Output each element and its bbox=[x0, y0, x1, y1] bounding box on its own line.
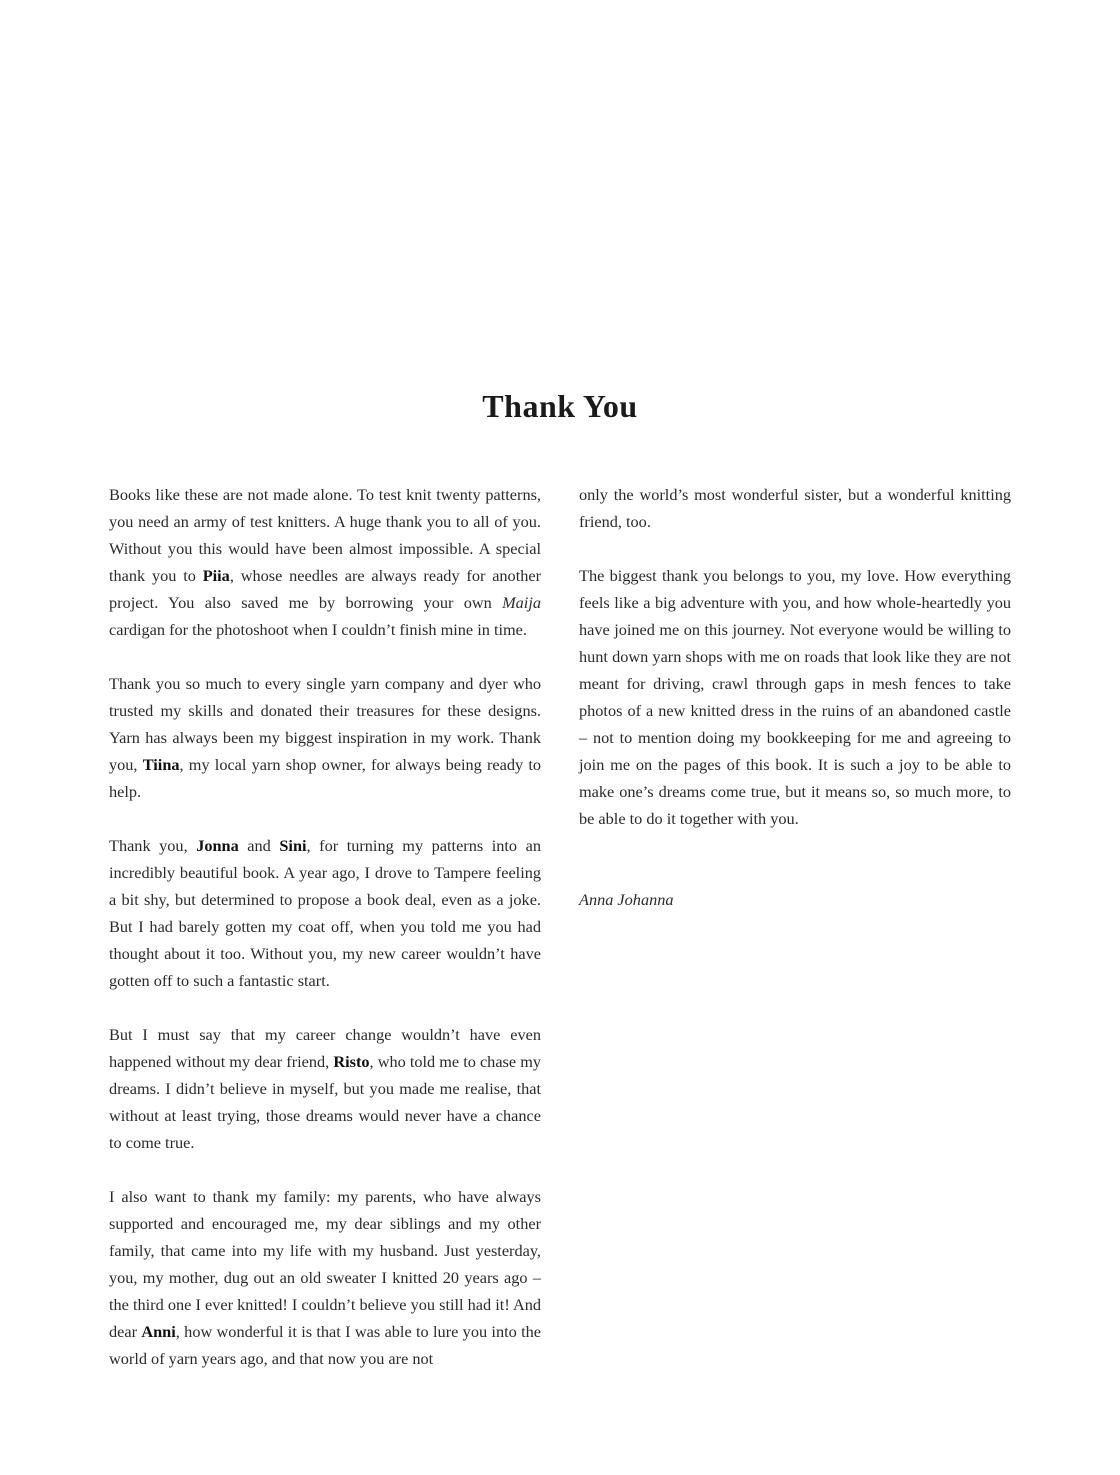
right-column bbox=[579, 481, 1011, 940]
paragraph-yarn-companies: Thank you so much to every single yarn company and dyer who trusted my skills and donated their treasures for these designs. Yarn has always been my biggest inspiration in my work. Thank you, Tiina, my local yarn shop owner, for always being ready to help. bbox=[109, 674, 542, 801]
name-sini: Sini bbox=[279, 836, 307, 855]
name-jonna: Jonna bbox=[196, 836, 239, 855]
signature: Anna Johanna bbox=[579, 890, 674, 909]
pattern-name-maija: Maija bbox=[502, 593, 541, 612]
paragraph-publishers: Thank you, Jonna and Sini, for turning my patterns into an incredibly beautiful book. A year ago, I drove to Tampere feeling a bit shy, but determined to propose a book deal, even as a joke. But I had barely gotten my coat off, when you told me you had thought about it too. Without you, my new career wouldn’t have gotten off to such a fantastic start. bbox=[109, 836, 541, 990]
paragraph-sister-continued: only the world’s most wonderful sister, but a wonderful knitting friend, too. bbox=[579, 485, 1011, 531]
name-piia: Piia bbox=[202, 566, 230, 585]
paragraph-test-knitters: Books like these are not made alone. To test knit twenty patterns, you need an army of test knitters. A huge thank you to all of you. Without you this would have been almost impossible. A special thank you to Piia, whose needles are always ready for another project. You also saved me by borrowing your own Maija cardigan for the photoshoot when I couldn’t finish mine in time. bbox=[109, 485, 542, 639]
name-risto: Risto bbox=[333, 1052, 370, 1071]
name-anni: Anni bbox=[141, 1322, 176, 1341]
paragraph-friend: But I must say that my career change wouldn’t have even happened without my dear friend, Risto, who told me to chase my dreams. I didn’t believe in myself, but you made me realise, that without at least trying, those dreams would never have a chance to come true. bbox=[109, 1025, 542, 1152]
left-column bbox=[109, 481, 541, 1399]
paragraph-love: The biggest thank you belongs to you, my love. How everything feels like a big adventure with you, and how whole-heartedly you have joined me on this journey. Not everyone would be willing to hunt down yarn shops with me on roads that look like they are not meant for driving, crawl through gaps in mesh fences to take photos of a new knitted dress in the ruins of an abandoned castle – not to mention doing my bookkeeping for me and agreeing to join me on the pages of this book. It is such a joy to be able to make one’s dreams come true, but it means so, so much more, to be able to do it together with you. bbox=[579, 566, 1011, 828]
page-title: Thank You bbox=[482, 388, 638, 424]
paragraph-family: I also want to thank my family: my parents, who have always supported and encouraged me, my dear siblings and my other family, that came into my life with my husband. Just yesterday, you, my mother, dug out an old sweater I knitted 20 years ago – the third one I ever knitted! I couldn’t believe you still had it! And dear Anni, how wonderful it is that I was able to lure you into the world of yarn years ago, and that now you are not bbox=[109, 1187, 541, 1368]
name-tiina: Tiina bbox=[142, 755, 180, 774]
